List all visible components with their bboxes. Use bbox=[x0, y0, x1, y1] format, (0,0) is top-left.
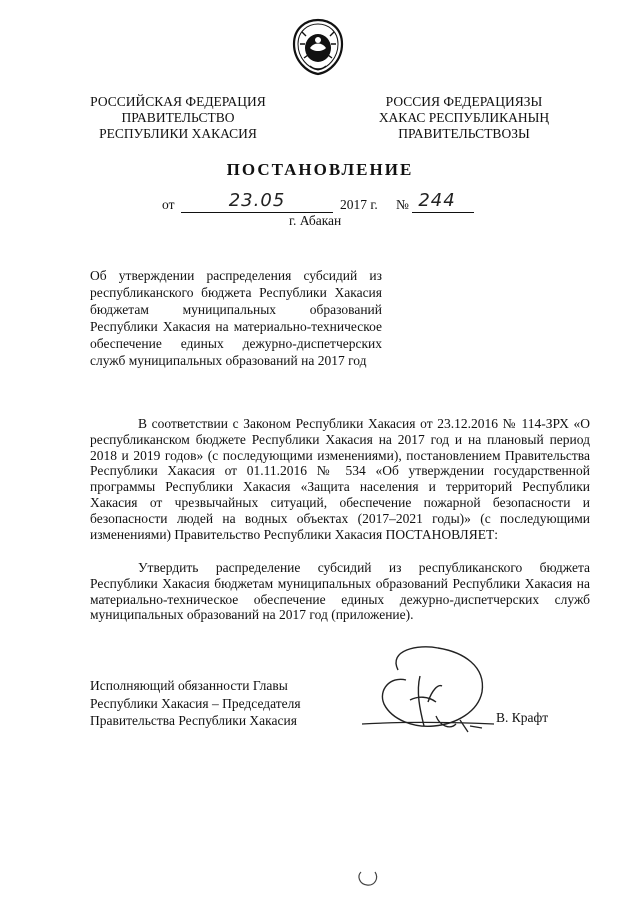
signatory-title-line-1: Исполняющий обязанности Главы bbox=[90, 678, 288, 693]
signatory-title-line-2: Республики Хакасия – Председателя bbox=[90, 695, 301, 711]
body-paragraph-1: В соответствии с Законом Республики Хакасия от 23.12.2016 № 114-ЗРХ «О республиканском бюджете Республики Хакасия на 2017 год и на плановый период 2018 и 2019 годов» (с последующими изменениями), постановлением Правительства Республики Хакасия от 01.11.2016 № 534 «Об утверждении государственной программы Республики Хакасия «Защита населения и территорий Республики Хакасия от чрезвычайных ситуаций, обеспечение пожарной безопасности и безопасности людей на водных объектах (2017–2021 годы)» (с последующими изменениями) Правительство Республики Хакасия ПОСТАНОВЛЯЕТ: bbox=[90, 416, 590, 542]
header-right bbox=[366, 94, 562, 142]
number-handwritten: 244 bbox=[418, 190, 456, 211]
date-line bbox=[0, 190, 640, 214]
handwritten-signature bbox=[358, 640, 498, 750]
header-right-line-2: ХАКАС РЕСПУБЛИКАНЫҢ bbox=[378, 110, 550, 125]
header-left-line-1: РОССИЙСКАЯ ФЕДЕРАЦИЯ bbox=[90, 94, 266, 109]
signatory-title bbox=[90, 677, 301, 730]
header-right-line-3: ПРАВИТЕЛЬСТВОЗЫ bbox=[398, 126, 530, 141]
header-left-line-3: РЕСПУБЛИКИ ХАКАСИЯ bbox=[99, 126, 257, 141]
number-label: № bbox=[396, 197, 409, 212]
city-label: г. Абакан bbox=[289, 213, 342, 228]
coat-of-arms-emblem bbox=[290, 18, 346, 76]
signatory-title-line-3: Правительства Республики Хакасия bbox=[90, 713, 297, 728]
signer-name: В. Крафт bbox=[496, 710, 549, 725]
date-prefix: от bbox=[162, 197, 175, 212]
page-mark-icon bbox=[355, 866, 381, 888]
year-label: 2017 г. bbox=[340, 197, 378, 212]
header-left bbox=[80, 94, 276, 142]
document-title: ПОСТАНОВЛЕНИЕ bbox=[226, 160, 414, 179]
header-right-line-1: РОССИЯ ФЕДЕРАЦИЯЗЫ bbox=[385, 94, 543, 109]
header-left-line-2: ПРАВИТЕЛЬСТВО bbox=[121, 110, 235, 125]
date-handwritten: 23.05 bbox=[228, 190, 286, 211]
document-subject: Об утверждении распределения субсидий из республиканского бюджета Республики Хакасия бюджетам муниципальных образований Республики Хакасия на материально-техническое обеспечение единых дежурно-диспетчерских служб муниципальных образований на 2017 год bbox=[90, 268, 382, 368]
body-paragraph-2: Утвердить распределение субсидий из республиканского бюджета Республики Хакасия бюджетам муниципальных образований Республики Хакасия на материально-техническое обеспечение единых дежурно-диспетчерских служб муниципальных образований на 2017 год (приложение). bbox=[90, 560, 590, 623]
